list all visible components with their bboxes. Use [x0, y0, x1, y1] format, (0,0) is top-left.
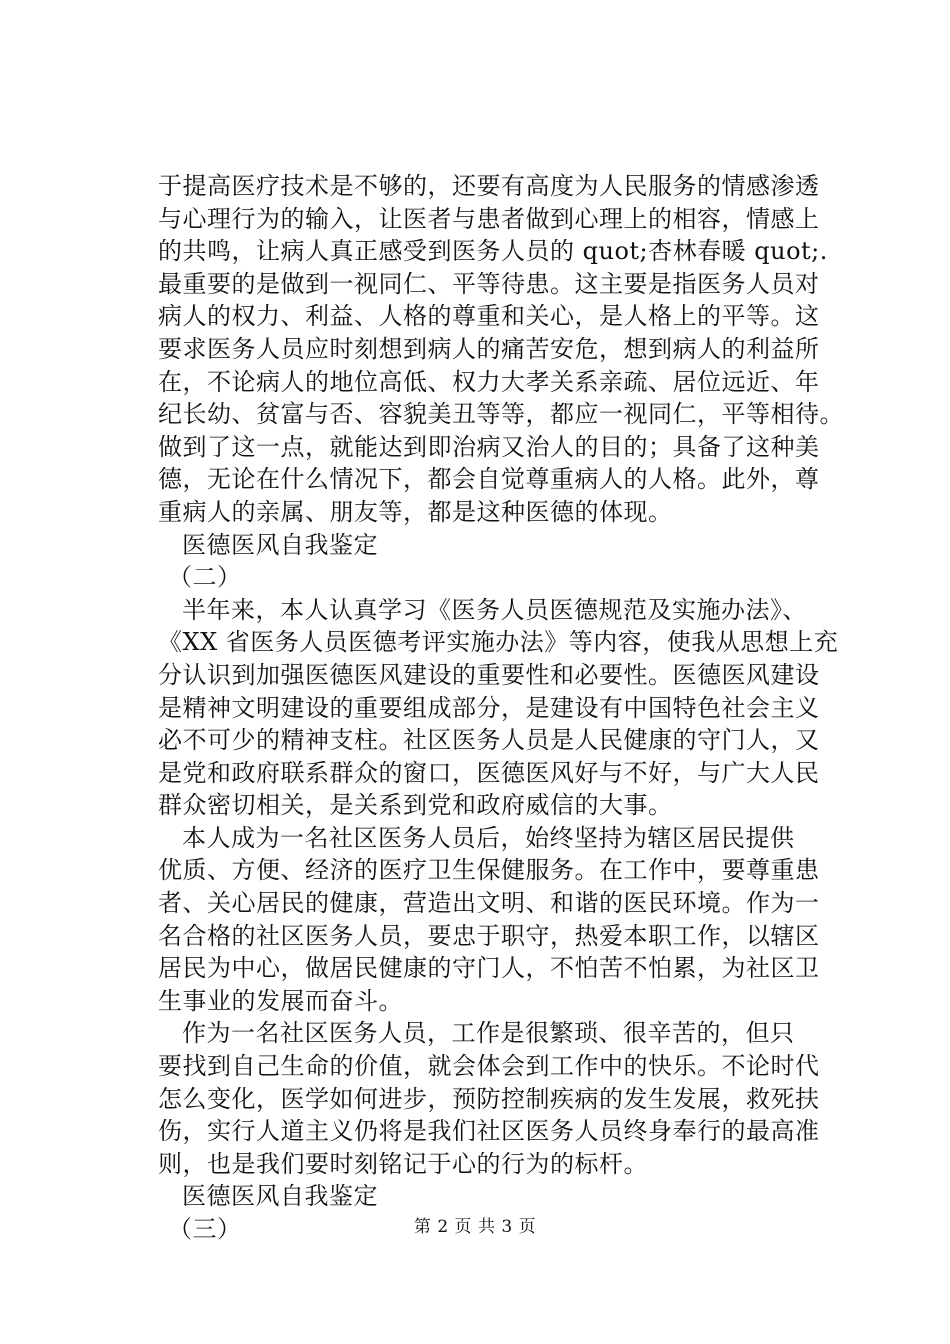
- text-line: 在，不论病人的地位高低、权力大孝关系亲疏、居位远近、年: [158, 367, 820, 396]
- text-line: 《XX 省医务人员医德考评实施办法》等内容，使我从思想上充: [158, 628, 839, 657]
- text-line: 是精神文明建设的重要组成部分，是建设有中国特色社会主义: [158, 693, 820, 722]
- text-line: 病人的权力、利益、人格的尊重和关心，是人格上的平等。这: [158, 302, 820, 331]
- text-line: 优质、方便、经济的医疗卫生保健服务。在工作中，要尊重患: [158, 856, 820, 885]
- text-line: 要求医务人员应时刻想到病人的痛苦安危，想到病人的利益所: [158, 334, 820, 363]
- text-line: 重病人的亲属、朋友等，都是这种医德的体现。: [158, 497, 673, 526]
- text-line: 做到了这一点，就能达到即治病又治人的目的；具备了这种美: [158, 432, 820, 461]
- text-line: 德，无论在什么情况下，都会自觉尊重病人的人格。此外，尊: [158, 465, 820, 494]
- text-line: 的共鸣，让病人真正感受到医务人员的 quot;杏林春暖 quot;.: [158, 237, 828, 266]
- text-line: 纪长幼、贫富与否、容貌美丑等等，都应一视同仁，平等相待。: [158, 400, 844, 429]
- text-line: 最重要的是做到一视同仁、平等待患。这主要是指医务人员对: [158, 269, 820, 298]
- section-number: （二）: [168, 563, 242, 592]
- text-line: 怎么变化，医学如何进步，预防控制疾病的发生发展，救死扶: [158, 1084, 820, 1113]
- section-heading: 医德医风自我鉴定: [182, 530, 378, 559]
- text-line: 与心理行为的输入，让医者与患者做到心理上的相容，情感上: [158, 204, 820, 233]
- text-line: 分认识到加强医德医风建设的重要性和必要性。医德医风建设: [158, 660, 820, 689]
- text-line: 是党和政府联系群众的窗口，医德医风好与不好，与广大人民: [158, 758, 820, 787]
- section-heading: 医德医风自我鉴定: [182, 1182, 378, 1211]
- section-number: （三）: [168, 1215, 242, 1243]
- page-footer: 第 2 页 共 3 页: [413, 1217, 537, 1237]
- text-line: 名合格的社区医务人员，要忠于职守，热爱本职工作，以辖区: [158, 921, 820, 950]
- text-line: 者、关心居民的健康，营造出文明、和谐的医民环境。作为一: [158, 889, 820, 918]
- paragraph-first-line: 本人成为一名社区医务人员后，始终坚持为辖区居民提供: [182, 823, 795, 852]
- text-line: 居民为中心，做居民健康的守门人，不怕苦不怕累，为社区卫: [158, 954, 820, 983]
- text-line: 要找到自己生命的价值，就会体会到工作中的快乐。不论时代: [158, 1052, 820, 1081]
- paragraph-first-line: 半年来，本人认真学习《医务人员医德规范及实施办法》、: [182, 595, 807, 624]
- text-line: 群众密切相关，是关系到党和政府威信的大事。: [158, 791, 673, 820]
- text-line: 必不可少的精神支柱。社区医务人员是人民健康的守门人，又: [158, 726, 820, 755]
- text-line: 于提高医疗技术是不够的，还要有高度为人民服务的情感渗透: [158, 172, 820, 200]
- paragraph-first-line: 作为一名社区医务人员，工作是很繁琐、很辛苦的，但只: [182, 1019, 795, 1048]
- document-body: [158, 170, 858, 1246]
- text-line: 生事业的发展而奋斗。: [158, 986, 403, 1015]
- text-line: 伤，实行人道主义仍将是我们社区医务人员终身奉行的最高准: [158, 1117, 820, 1146]
- text-line: 则，也是我们要时刻铭记于心的行为的标杆。: [158, 1149, 648, 1178]
